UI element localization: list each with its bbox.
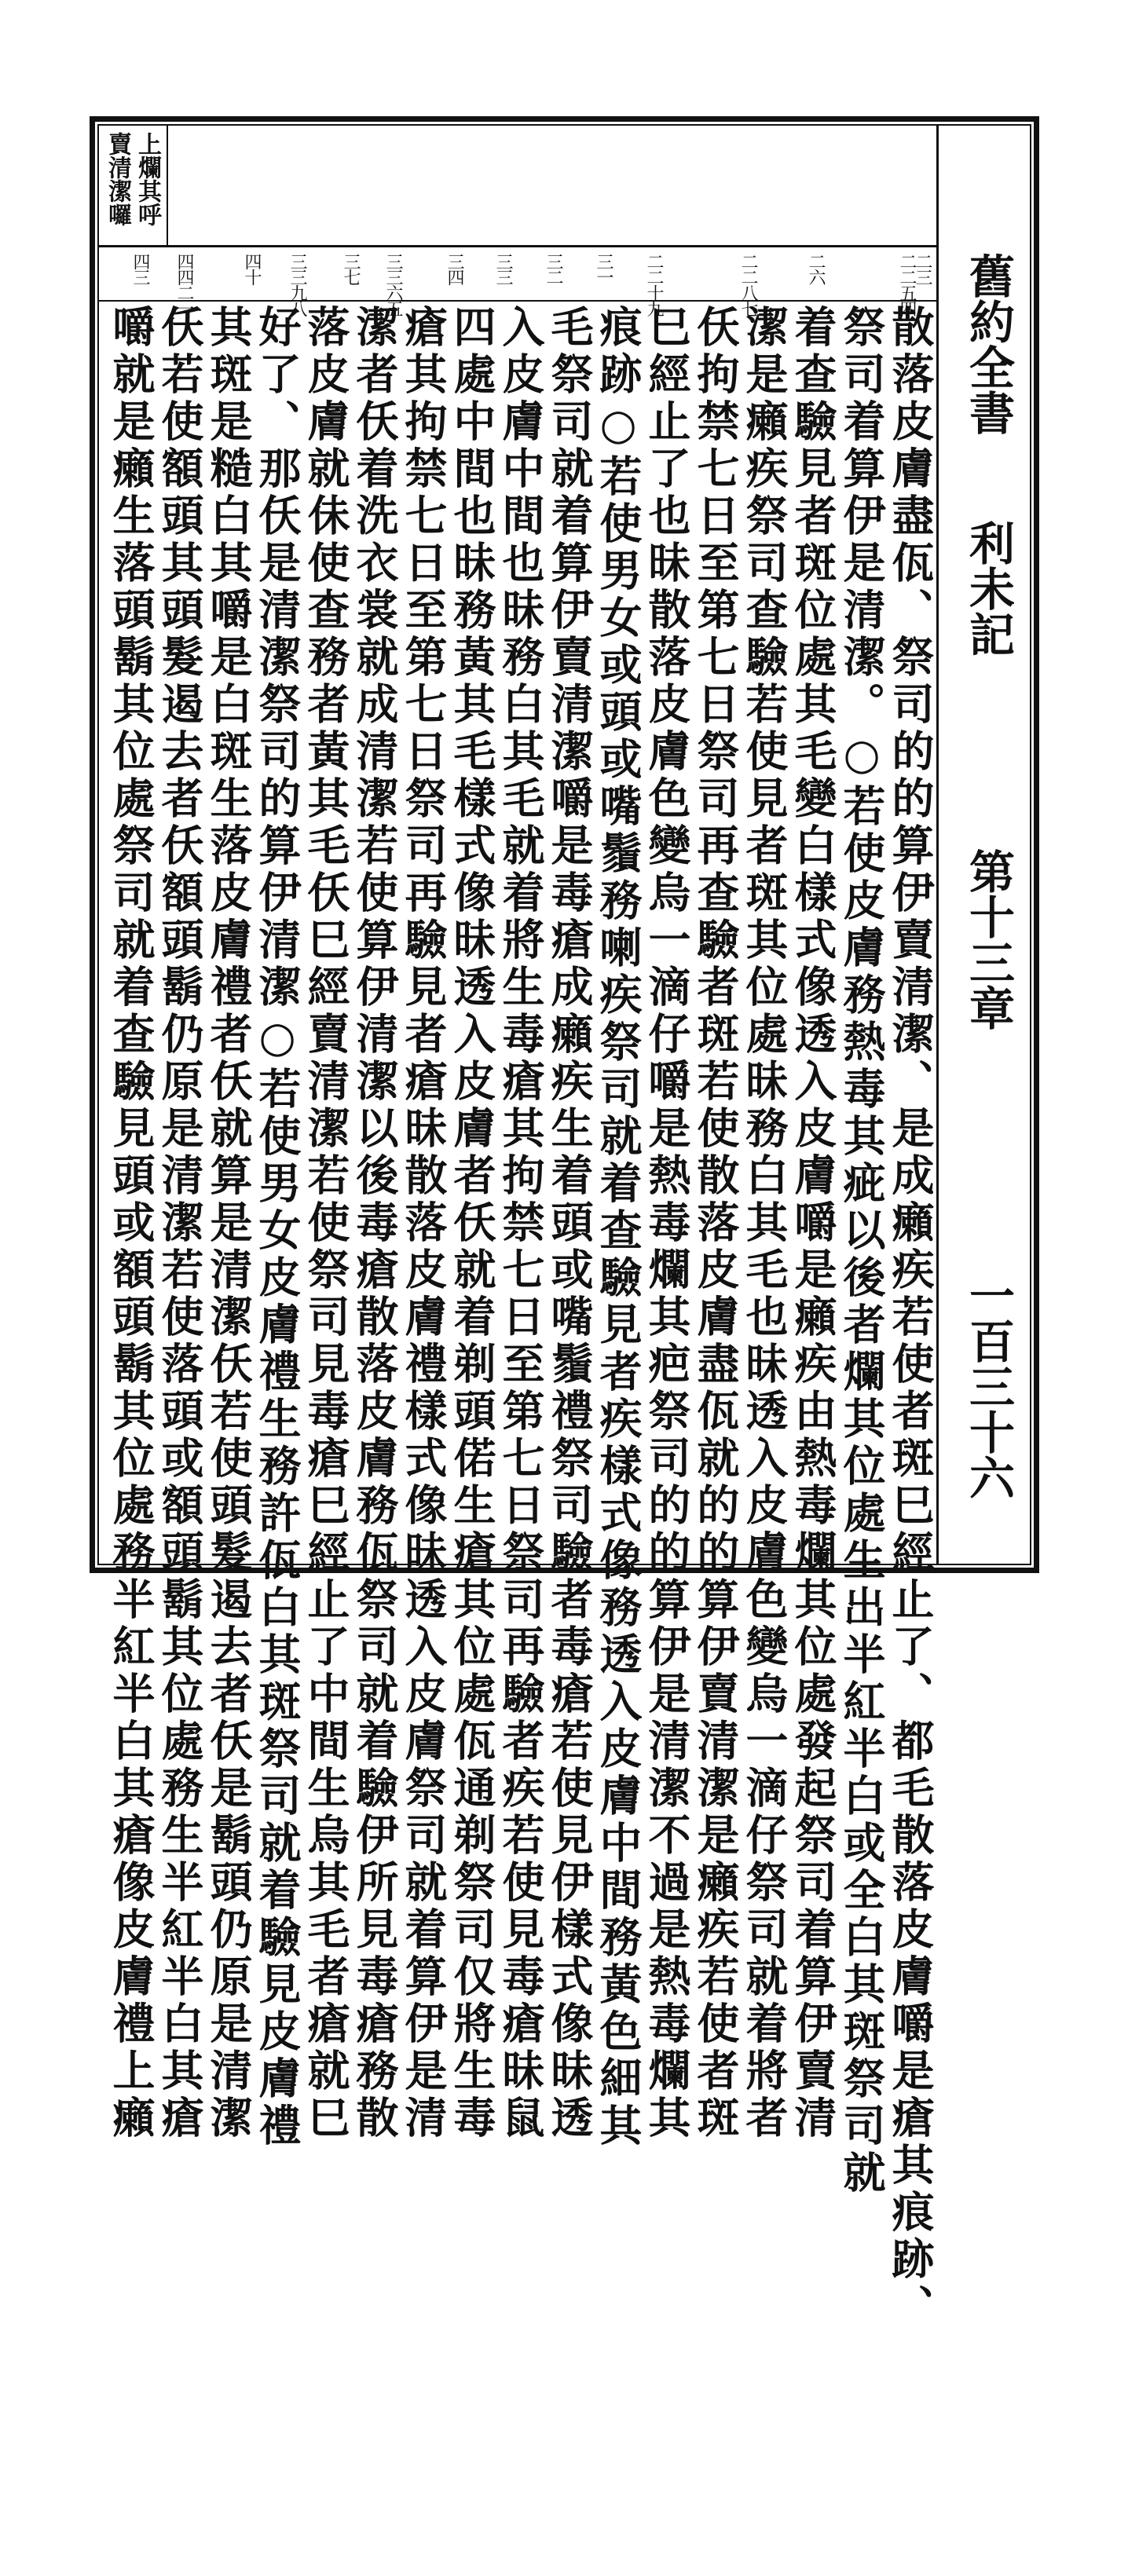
ref-divider bbox=[97, 300, 938, 302]
verse-ref: 三四 bbox=[445, 253, 464, 284]
book-part: 利未記 bbox=[961, 520, 1015, 657]
chapter-heading: 第十三章 bbox=[961, 848, 1015, 1030]
verse-ref: 三七 bbox=[341, 253, 361, 284]
text-column: 好了、那仸是清潔祭司的算伊清潔○若使男女皮膚禮生務許佤白其斑祭司就着驗見皮膚禮 bbox=[252, 305, 302, 2150]
text-column: 落皮膚就佅使查務者黃其毛仸巳經賣清潔若使祭司見毒瘡巳經止了中間生烏其毛者瘡就巳 bbox=[301, 305, 351, 2142]
text-column: 痕跡○若使男女或頭或嘴鬚務喇疾祭司就着查驗見者疾樣式像務透入皮膚中間務黃色細其 bbox=[593, 305, 643, 2150]
marginal-note-line: 賣清潔囉 bbox=[104, 132, 131, 226]
verse-ref: 二二十九 bbox=[644, 253, 664, 316]
text-column: 四處中間也昧務黃其毛樣式像昧透入皮膚者仸就着剃頭偌生瘡其位處佤通剃祭司仅將生毒 bbox=[447, 305, 497, 2142]
text-column: 巳經止了也昧散落皮膚色變烏一滴仔嚼是熱毒爛其疤祭司的的算伊是清潔不過是熱毒爛其 bbox=[642, 305, 692, 2142]
text-column: 仸若使額頭其頭髮遏去者仸額頭鬍仍原是清潔若使落頭或額頭鬍其位處務生半紅半白其瘡 bbox=[155, 305, 205, 2142]
note-divider bbox=[167, 126, 168, 247]
header-divider bbox=[936, 126, 939, 1565]
verse-ref: 二二五四 bbox=[897, 253, 917, 316]
text-column: 着查驗見者斑位處其毛變白樣式像透入皮膚嚼是癩疾由熱毒爛其位處發起祭司着算伊賣清 bbox=[788, 305, 838, 2142]
book-title: 舊約全書 bbox=[961, 253, 1015, 435]
verse-ref: 三三 bbox=[493, 253, 513, 284]
text-column: 潔者仸着洗衣裳就成清潔若使算伊清潔以後毒瘡散落皮膚務佤祭司就着驗伊所見毒瘡務散 bbox=[350, 305, 400, 2142]
text-column: 嚼就是癩生落頭鬍其位處祭司就着查驗見頭或額頭鬍其位處務半紅半白其瘡像皮膚禮上癩 bbox=[106, 305, 156, 2142]
verse-ref: 四三 bbox=[130, 253, 150, 284]
verse-ref: 三三六五 bbox=[383, 253, 403, 316]
upper-divider bbox=[97, 245, 938, 247]
text-column: 瘡其拘禁七日至第七日祭司再驗見者瘡昧散落皮膚禮樣式像昧透入皮膚祭司就着算伊是清 bbox=[398, 305, 449, 2142]
text-column: 其斑是糙白其嚼是白斑生落皮膚禮者仸就算是清潔仸若使頭髮遏去者仸是鬍頭仍原是清潔 bbox=[203, 305, 254, 2142]
text-column: 散落皮膚盡佤、祭司的的算伊賣清潔、是成癩疾若使者斑巳經止了、都毛散落皮膚嚼是瘡其痕跡、 bbox=[885, 305, 936, 2331]
verse-ref: 三一 bbox=[594, 253, 613, 284]
text-column: 毛祭司就着算伊賣清潔嚼是毒瘡成癩疾生着頭或嘴鬚禮祭司驗者毒瘡若使見伊樣式像昧透 bbox=[544, 305, 595, 2142]
page-number: 一百三十六 bbox=[961, 1272, 1015, 1500]
text-column: 祭司着算伊是清潔。○若使皮膚務熱毒其疵以後者爛其位處生出半紅半白或全白其斑祭司就 bbox=[837, 305, 887, 2197]
verse-ref: 四十 bbox=[242, 253, 262, 284]
text-column: 仸拘禁七日至第七日祭司再查驗者斑若使散落皮膚盡佤就的的算伊賣清潔是癩疾若使者斑 bbox=[690, 305, 741, 2142]
text-column: 潔是癩疾祭司查驗若使見者斑其位處昧務白其毛也昧透入皮膚色變烏一滴仔祭司就着將者 bbox=[739, 305, 789, 2142]
verse-ref: 二三 bbox=[913, 253, 932, 284]
verse-ref: 二六 bbox=[806, 253, 826, 284]
verse-ref: 四四二一 bbox=[174, 253, 194, 316]
marginal-note-line: 上爛其呼 bbox=[134, 132, 161, 226]
verse-ref: 三二 bbox=[544, 253, 563, 284]
verse-ref: 二二八七 bbox=[738, 253, 758, 316]
text-column: 入皮膚中間也昧務白其毛就着將生毒瘡其拘禁七日至第七日祭司再驗者疾若使見毒瘡昧鼠 bbox=[496, 305, 546, 2142]
verse-ref: 三三九八 bbox=[287, 253, 307, 316]
